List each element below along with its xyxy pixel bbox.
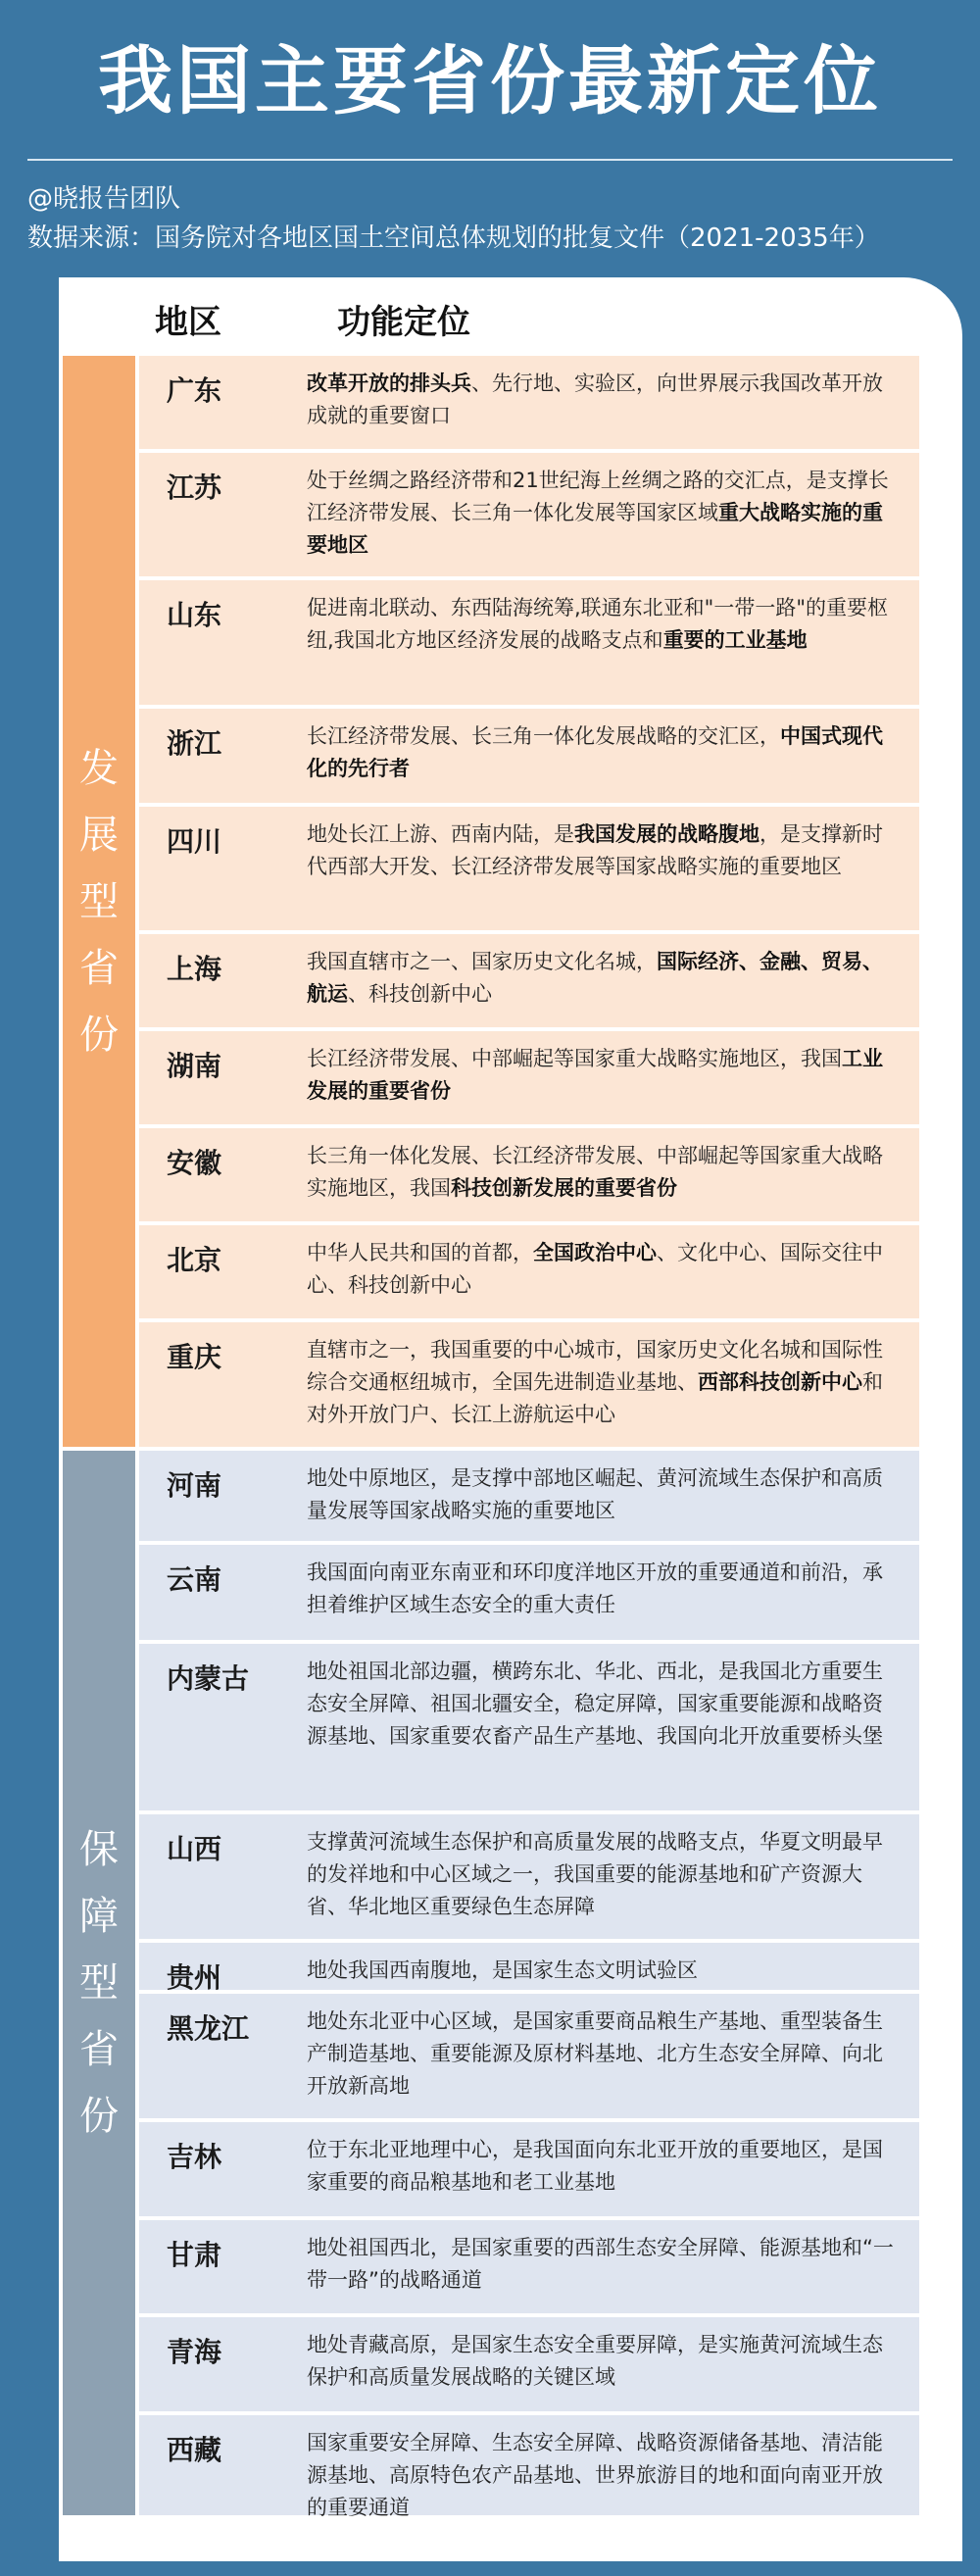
group-label-char: 省	[79, 945, 119, 991]
highlight-text: 重要的工业基地	[662, 628, 808, 652]
description-text: 地处东北亚中心区域，是国家重要商品粮生产基地、重型装备生产制造基地、重要能源及原材料基地、北方生态安全屏障、向北开放新高地	[307, 2009, 883, 2098]
function-description	[307, 1237, 900, 1302]
group-label-char: 发	[79, 745, 119, 791]
group-label-char: 保	[79, 1827, 119, 1872]
description-text: 、科技创新中心	[348, 982, 492, 1006]
function-description	[307, 592, 900, 657]
group-label-char: 份	[79, 2094, 119, 2139]
group-label-char: 份	[79, 1012, 119, 1058]
function-description	[307, 1826, 900, 1923]
function-description	[307, 1334, 900, 1431]
group-label-char: 型	[79, 1960, 119, 2006]
region-name: 北京	[167, 1244, 222, 1276]
region-name: 内蒙古	[167, 1662, 250, 1695]
group-label-char: 展	[79, 812, 119, 858]
function-description	[307, 1955, 900, 1987]
region-name: 河南	[167, 1469, 222, 1502]
region-name: 重庆	[167, 1341, 222, 1373]
description-text: 我国直辖市之一、国家历史文化名城，	[307, 950, 657, 973]
group-label-char: 障	[79, 1894, 119, 1939]
table-row	[139, 1451, 919, 1541]
group-label-char: 型	[79, 878, 119, 924]
description-text: 促进南北联动、东西陆海统筹,联通东北亚和"一带一路"的重要枢纽,我国北方地区经济发展的战略支点和	[307, 596, 888, 652]
title-divider	[27, 159, 953, 161]
table-row	[139, 453, 919, 576]
table-row	[139, 1545, 919, 1640]
function-description	[307, 2006, 900, 2103]
region-name: 浙江	[167, 727, 222, 760]
region-name: 上海	[167, 953, 222, 985]
description-text: 、先行地、实验区，向世界展示我国改革开放成就的重要窗口	[307, 372, 883, 427]
table-row	[139, 2220, 919, 2313]
region-name: 吉林	[167, 2141, 222, 2173]
description-text: 长江经济带发展、长三角一体化发展战略的交汇区，	[307, 724, 780, 748]
region-name: 广东	[167, 374, 222, 407]
table-row	[139, 709, 919, 803]
table-row	[139, 807, 919, 930]
table-row	[139, 1994, 919, 2118]
function-description	[307, 2427, 900, 2524]
highlight-text: 重大战略实施的重要地区	[307, 501, 883, 557]
function-description	[307, 2232, 900, 2297]
description-text: 地处祖国西北，是国家重要的西部生态安全屏障、能源基地和“一带一路”的战略通道	[307, 2236, 894, 2292]
region-name: 湖南	[167, 1050, 222, 1082]
region-name: 甘肃	[167, 2239, 222, 2271]
function-description	[307, 818, 900, 883]
function-description	[307, 1043, 900, 1108]
description-text: 处于丝绸之路经济带和21世纪海上丝绸之路的交汇点，是支撑长江经济带发展、长三角一体化发展等国家区域	[307, 469, 889, 524]
highlight-text: 国际经济、金融、贸易、航运	[307, 950, 883, 1006]
description-text: 长江经济带发展、中部崛起等国家重大战略实施地区，我国	[307, 1047, 842, 1070]
region-name: 青海	[167, 2336, 222, 2368]
description-text: 地处我国西南腹地，是国家生态文明试验区	[307, 1958, 698, 1982]
column-header-function: 功能定位	[337, 303, 470, 342]
function-description	[307, 1140, 900, 1205]
table-row	[139, 1644, 919, 1810]
table-row	[139, 2415, 919, 2519]
region-name: 西藏	[167, 2434, 222, 2466]
table-row	[139, 1943, 919, 1994]
function-description	[307, 2134, 900, 2199]
function-description	[307, 1656, 900, 1753]
page-title: 我国主要省份最新定位	[98, 37, 882, 124]
description-text: 地处青藏高原，是国家生态安全重要屏障，是实施黄河流域生态保护和高质量发展战略的关键区域	[307, 2333, 883, 2389]
description-text: 和对外开放门户、长江上游航运中心	[307, 1370, 883, 1426]
table-row	[139, 1322, 919, 1447]
region-name: 安徽	[167, 1147, 222, 1179]
group-label-security	[63, 1451, 135, 2515]
region-name: 山西	[167, 1833, 222, 1865]
description-text: 地处中原地区，是支撑中部地区崛起、黄河流域生态保护和高质量发展等国家战略实施的重要地区	[307, 1466, 883, 1522]
highlight-text: 中国式现代化的先行者	[307, 724, 883, 780]
description-text: 地处祖国北部边疆，横跨东北、华北、西北，是我国北方重要生态安全屏障、祖国北疆安全，稳定屏障，国家重要能源和战略资源基地、国家重要农畜产品生产基地、我国向北开放重要桥头堡	[307, 1660, 883, 1748]
region-name: 四川	[167, 825, 222, 858]
function-description	[307, 1462, 900, 1527]
function-description	[307, 946, 900, 1011]
table-row	[139, 2317, 919, 2411]
table-row	[139, 356, 919, 449]
highlight-text: 改革开放的排头兵	[307, 372, 471, 395]
description-text: 地处长江上游、西南内陆，是	[307, 822, 574, 846]
region-name: 黑龙江	[167, 2012, 250, 2045]
highlight-text: 科技创新发展的重要省份	[451, 1176, 677, 1200]
table-row	[139, 1128, 919, 1221]
description-text: 直辖市之一，我国重要的中心城市，国家历史文化名城和国际性综合交通枢纽城市，全国先进制造业基地、	[307, 1338, 883, 1394]
data-source: 数据来源：国务院对各地区国土空间总体规划的批复文件（2021-2035年）	[27, 223, 880, 253]
table-row	[139, 2122, 919, 2216]
highlight-text: 工业发展的重要省份	[307, 1047, 883, 1103]
table-row	[139, 1031, 919, 1124]
table-row	[139, 934, 919, 1027]
function-description	[307, 368, 900, 432]
group-label-char: 省	[79, 2027, 119, 2072]
region-name: 贵州	[167, 1961, 222, 1994]
function-description	[307, 1557, 900, 1621]
description-text: 位于东北亚地理中心，是我国面向东北亚开放的重要地区，是国家重要的商品粮基地和老工业基地	[307, 2138, 883, 2194]
description-text: 我国面向南亚东南亚和环印度洋地区开放的重要通道和前沿，承担着维护区域生态安全的重大责任	[307, 1560, 883, 1616]
table-row	[139, 1814, 919, 1939]
table-row	[139, 580, 919, 705]
highlight-text: 西部科技创新中心	[698, 1370, 862, 1394]
description-text: 中华人民共和国的首都，	[307, 1241, 533, 1264]
description-text: 国家重要安全屏障、生态安全屏障、战略资源储备基地、清洁能源基地、高原特色农产品基地、世界旅游目的地和面向南亚开放的重要通道	[307, 2431, 883, 2519]
function-description	[307, 465, 900, 562]
table-row	[139, 1225, 919, 1318]
description-text: 支撑黄河流域生态保护和高质量发展的战略支点，华夏文明最早的发祥地和中心区域之一，我国重要的能源基地和矿产资源大省、华北地区重要绿色生态屏障	[307, 1830, 883, 1918]
function-description	[307, 2329, 900, 2394]
column-header-region: 地区	[155, 303, 221, 342]
description-text: 长三角一体化发展、长江经济带发展、中部崛起等国家重大战略实施地区，我国	[307, 1144, 883, 1200]
highlight-text: 我国发展的战略腹地	[574, 822, 760, 846]
highlight-text: 全国政治中心	[533, 1241, 657, 1264]
description-text: ，是支撑新时代西部大开发、长江经济带发展等国家战略实施的重要地区	[307, 822, 883, 878]
region-name: 云南	[167, 1563, 222, 1596]
region-name: 江苏	[167, 471, 222, 504]
function-description	[307, 720, 900, 785]
description-text: 、文化中心、国际交往中心、科技创新中心	[307, 1241, 883, 1297]
region-name: 山东	[167, 599, 222, 631]
author-credit: @晓报告团队	[27, 184, 181, 214]
group-label-development	[63, 356, 135, 1447]
